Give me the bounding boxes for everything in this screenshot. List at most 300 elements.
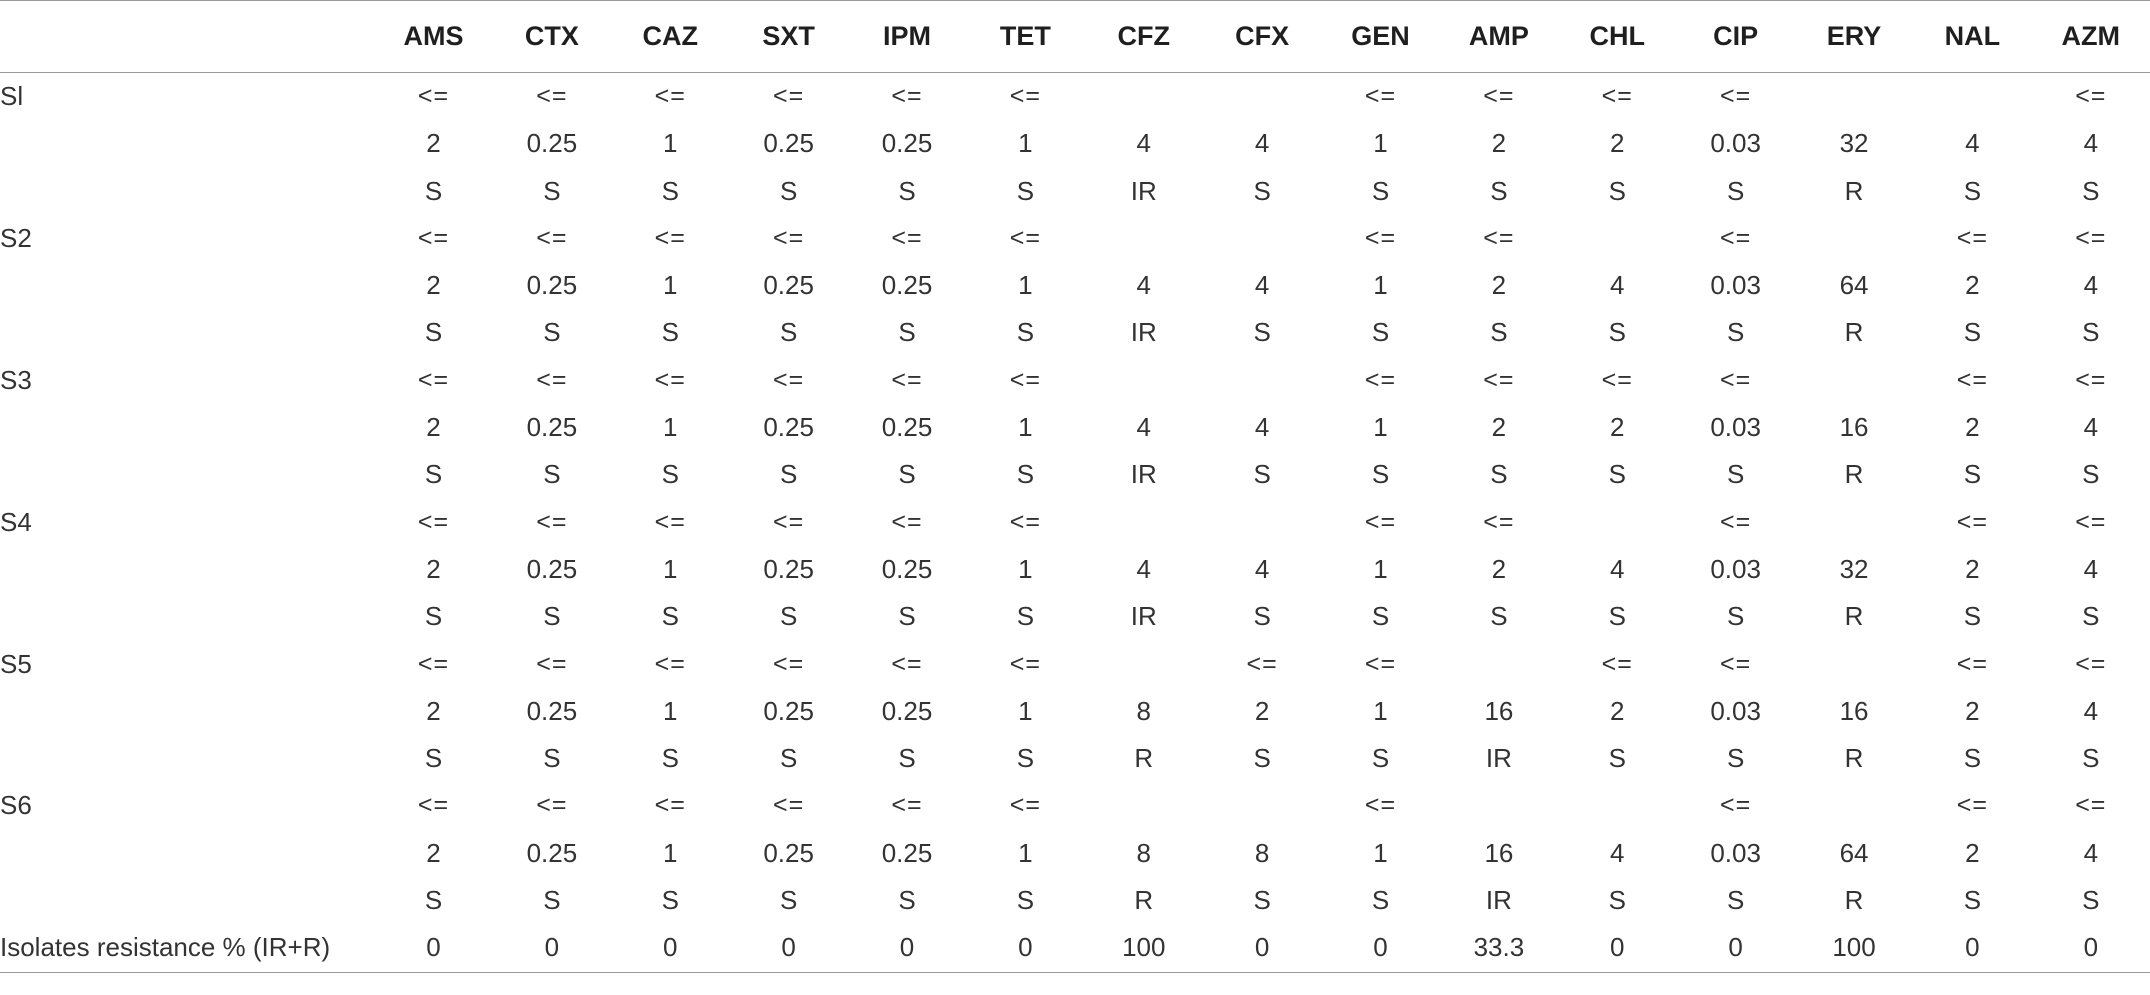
column-header: AZM: [2032, 1, 2150, 73]
row-label: [0, 168, 374, 215]
table-cell: S: [424, 459, 443, 490]
table-cell: S: [661, 601, 679, 632]
table-cell: 1: [1373, 553, 1388, 584]
table-cell: 32: [1839, 553, 1869, 584]
table-cell: 1: [663, 695, 678, 726]
table-cell: <=: [536, 223, 568, 252]
table-cell: 0.25: [881, 128, 933, 159]
table-cell: S: [1490, 459, 1508, 490]
table-cell: <=: [1364, 791, 1397, 820]
table-cell: <=: [1009, 649, 1041, 678]
table-cell: <=: [536, 82, 568, 110]
table-cell: S: [661, 175, 679, 206]
table-cell: <=: [1009, 223, 1041, 252]
table-cell: 2: [1254, 695, 1270, 726]
table-cell: S: [543, 601, 561, 632]
table-cell: <=: [1956, 791, 1988, 820]
table-cell: <=: [536, 365, 568, 394]
table-cell: 4: [1965, 128, 1980, 159]
table-cell: [1913, 73, 2031, 121]
table-cell: <=: [1009, 791, 1041, 820]
table-cell: <=: [1364, 365, 1397, 394]
table-row: [0, 688, 2150, 735]
table-row: [0, 877, 2150, 924]
table-cell: S: [1016, 601, 1035, 632]
table-cell: S: [1726, 317, 1745, 348]
row-label: [0, 451, 374, 498]
table-cell: S: [2082, 459, 2100, 490]
table-cell: 0.25: [763, 695, 814, 726]
table-cell: 0.25: [763, 837, 814, 868]
table-cell: 1: [1373, 128, 1388, 159]
table-cell: S: [1963, 459, 1982, 490]
table-cell: <=: [1956, 365, 1988, 394]
table-cell: S: [661, 459, 679, 490]
table-row: [0, 782, 2150, 829]
table-cell: 2: [426, 270, 441, 301]
table-cell: 2: [1491, 553, 1507, 584]
table-row: [0, 262, 2150, 309]
table-cell: S: [424, 317, 443, 348]
table-cell: [1440, 641, 1558, 688]
row-label: [0, 262, 374, 309]
table-cell: S: [1608, 743, 1626, 774]
table-row: [0, 593, 2150, 640]
table-cell: <=: [773, 649, 805, 678]
table-cell: <=: [654, 223, 686, 252]
table-cell: IR: [1485, 743, 1512, 774]
table-cell: 100: [1795, 924, 1913, 972]
table-cell: <=: [891, 649, 923, 678]
table-cell: S: [1963, 743, 1982, 774]
table-cell: 0.25: [526, 128, 578, 159]
table-cell: <=: [2075, 223, 2107, 252]
row-label: [0, 877, 374, 924]
table-cell: 4: [1610, 553, 1625, 584]
table-cell: 32: [1839, 128, 1869, 159]
table-cell: 4: [2083, 695, 2099, 726]
table-cell: 64: [1839, 270, 1869, 301]
table-cell: <=: [1720, 507, 1752, 536]
table-cell: S: [1726, 885, 1745, 916]
table-cell: 1: [1018, 412, 1033, 443]
table-row: [0, 546, 2150, 593]
table-cell: 4: [1136, 412, 1152, 443]
table-cell: 0: [2032, 924, 2150, 972]
table-cell: <=: [1364, 82, 1397, 110]
table-cell: <=: [773, 507, 805, 536]
row-label: [0, 688, 374, 735]
table-cell: <=: [773, 791, 805, 820]
table-row: [0, 404, 2150, 451]
table-cell: 0.03: [1710, 128, 1761, 159]
row-label: [0, 735, 374, 782]
table-cell: 4: [1136, 270, 1152, 301]
table-cell: 8: [1136, 695, 1152, 726]
table-cell: <=: [2075, 791, 2107, 820]
table-cell: S: [1253, 885, 1271, 916]
table-cell: R: [1844, 743, 1864, 774]
table-cell: <=: [417, 223, 450, 252]
table-cell: 8: [1136, 837, 1152, 868]
table-cell: IR: [1485, 885, 1512, 916]
table-cell: 2: [1610, 128, 1625, 159]
table-cell: S: [1371, 885, 1390, 916]
table-cell: 2: [426, 412, 441, 443]
table-cell: 1: [1373, 270, 1388, 301]
column-header: AMP: [1440, 1, 1558, 73]
table-cell: [1203, 73, 1321, 121]
table-cell: S: [1253, 175, 1271, 206]
row-label: S6: [0, 790, 32, 821]
table-cell: 0: [374, 924, 492, 972]
table-cell: [1795, 782, 1913, 829]
table-cell: 16: [1839, 412, 1869, 443]
table-cell: S: [424, 601, 443, 632]
table-cell: S: [1253, 743, 1271, 774]
table-cell: 4: [1610, 270, 1625, 301]
table-cell: 2: [1610, 412, 1625, 443]
column-header: CHL: [1558, 1, 1676, 73]
table-cell: S: [1963, 601, 1982, 632]
table-cell: 2: [426, 695, 441, 726]
table-cell: [1085, 215, 1203, 262]
row-label: S4: [0, 506, 32, 537]
table-cell: S: [1371, 175, 1390, 206]
column-header: CAZ: [611, 1, 729, 73]
table-cell: S: [1963, 175, 1982, 206]
table-cell: <=: [1720, 791, 1752, 820]
table-cell: R: [1844, 459, 1864, 490]
table-cell: 0.25: [763, 553, 814, 584]
table-row: [0, 357, 2150, 404]
table-cell: [1085, 641, 1203, 688]
table-cell: 4: [1610, 837, 1625, 868]
table-cell: 1: [1018, 695, 1033, 726]
table-cell: S: [1253, 317, 1271, 348]
table-row: [0, 735, 2150, 782]
table-cell: S: [1608, 885, 1626, 916]
column-header: CFZ: [1085, 1, 1203, 73]
table-cell: <=: [2075, 649, 2107, 678]
table-cell: <=: [417, 791, 450, 820]
table-cell: <=: [654, 82, 686, 110]
table-cell: [1203, 499, 1321, 546]
table-cell: <=: [1720, 82, 1752, 110]
table-cell: <=: [417, 649, 450, 678]
table-cell: 0.25: [763, 270, 814, 301]
table-cell: S: [1371, 743, 1390, 774]
table-cell: 0: [611, 924, 729, 972]
table-cell: S: [898, 601, 916, 632]
table-cell: 1: [1018, 128, 1033, 159]
table-cell: 0.25: [763, 412, 814, 443]
table-cell: <=: [773, 82, 805, 110]
table-cell: [1795, 357, 1913, 404]
table-cell: 4: [1136, 553, 1152, 584]
table-cell: S: [543, 885, 561, 916]
table-cell: 0.03: [1710, 412, 1761, 443]
table-cell: S: [424, 885, 443, 916]
column-header: IPM: [848, 1, 966, 73]
header-corner: [0, 1, 374, 73]
table-cell: S: [779, 175, 798, 206]
row-label: [0, 830, 374, 877]
table-cell: [1203, 782, 1321, 829]
table-cell: <=: [654, 507, 686, 536]
column-header: AMS: [374, 1, 492, 73]
table-cell: 2: [1965, 553, 1980, 584]
table-cell: 4: [1254, 128, 1270, 159]
table-cell: <=: [773, 365, 805, 394]
table-cell: 0.25: [526, 695, 578, 726]
table-cell: <=: [654, 649, 686, 678]
table-cell: <=: [1009, 82, 1041, 110]
table-cell: [1440, 782, 1558, 829]
table-cell: R: [1844, 317, 1864, 348]
table-cell: [1558, 215, 1676, 262]
table-cell: S: [2082, 601, 2100, 632]
table-cell: <=: [1601, 649, 1633, 678]
table-cell: 2: [1491, 412, 1507, 443]
table-cell: IR: [1130, 601, 1157, 632]
table-cell: 0: [1203, 924, 1321, 972]
column-header: CIP: [1676, 1, 1794, 73]
table-cell: 1: [1018, 270, 1033, 301]
table-body: [0, 73, 2150, 973]
table-cell: 2: [1965, 270, 1980, 301]
table-cell: S: [1371, 317, 1390, 348]
table-cell: 4: [1254, 553, 1270, 584]
table-cell: S: [1608, 175, 1626, 206]
table-cell: R: [1134, 743, 1154, 774]
table-cell: S: [898, 459, 916, 490]
table-cell: 2: [1965, 412, 1980, 443]
table-cell: 16: [1484, 695, 1514, 726]
table-cell: [1795, 73, 1913, 121]
row-label: S2: [0, 222, 32, 253]
table-cell: 4: [2083, 270, 2099, 301]
table-cell: S: [779, 743, 798, 774]
table-cell: 2: [1965, 837, 1980, 868]
table-cell: <=: [1364, 507, 1397, 536]
table-cell: S: [543, 317, 561, 348]
table-cell: S: [1371, 601, 1390, 632]
table-cell: S: [898, 743, 916, 774]
table-cell: S: [543, 459, 561, 490]
column-header: SXT: [729, 1, 847, 73]
table-cell: [1795, 641, 1913, 688]
table-cell: <=: [891, 223, 923, 252]
table-cell: 0: [1676, 924, 1794, 972]
table-cell: <=: [1956, 507, 1988, 536]
table-cell: 0.25: [881, 837, 933, 868]
table-cell: S: [1963, 885, 1982, 916]
table-cell: 1: [663, 412, 678, 443]
table-cell: S: [661, 885, 679, 916]
table-cell: 0.25: [881, 553, 933, 584]
table-cell: S: [1253, 459, 1271, 490]
table-cell: 0.03: [1710, 695, 1761, 726]
table-cell: S: [2082, 317, 2100, 348]
table-cell: S: [661, 743, 679, 774]
table-cell: 2: [1491, 270, 1507, 301]
table-cell: 0: [1913, 924, 2031, 972]
column-header: NAL: [1913, 1, 2031, 73]
table-cell: 1: [1018, 553, 1033, 584]
table-cell: 0.03: [1710, 270, 1761, 301]
table-cell: [1085, 73, 1203, 121]
table-cell: <=: [1601, 365, 1633, 394]
table-row: [0, 641, 2150, 688]
table-cell: 0.25: [881, 412, 933, 443]
row-label: S5: [0, 648, 32, 679]
table-cell: IR: [1130, 317, 1157, 348]
table-cell: S: [1726, 175, 1745, 206]
table-cell: <=: [1483, 223, 1515, 252]
table-cell: 2: [1965, 695, 1980, 726]
table-cell: 2: [426, 553, 441, 584]
table-cell: S: [1490, 175, 1508, 206]
table-cell: <=: [417, 82, 450, 110]
table-row: [0, 451, 2150, 498]
table-cell: S: [1726, 459, 1745, 490]
row-label: [0, 120, 374, 167]
table-cell: R: [1844, 175, 1864, 206]
table-cell: S: [2082, 743, 2100, 774]
table-cell: <=: [1364, 649, 1397, 678]
table-cell: <=: [1009, 507, 1041, 536]
table-cell: 2: [1610, 695, 1625, 726]
table-cell: S: [898, 175, 916, 206]
table-cell: <=: [536, 507, 568, 536]
row-label: [0, 309, 374, 356]
table-cell: S: [1608, 601, 1626, 632]
table-cell: S: [1016, 459, 1035, 490]
table-cell: 0.25: [881, 695, 933, 726]
table-cell: <=: [1720, 365, 1752, 394]
table-cell: <=: [773, 223, 805, 252]
table-cell: 0.03: [1710, 553, 1761, 584]
table-cell: S: [1016, 885, 1035, 916]
table-cell: 0.25: [763, 128, 814, 159]
row-label: S3: [0, 364, 32, 395]
table-cell: S: [1608, 459, 1626, 490]
table-cell: S: [1726, 743, 1745, 774]
table-cell: <=: [1956, 649, 1988, 678]
row-label: Sl: [0, 81, 24, 111]
table-cell: 100: [1085, 924, 1203, 972]
table-cell: [1795, 215, 1913, 262]
table-cell: S: [1608, 317, 1626, 348]
table-cell: S: [779, 601, 798, 632]
table-cell: S: [779, 317, 798, 348]
table-cell: 0.25: [526, 412, 578, 443]
table-cell: <=: [654, 791, 686, 820]
table-cell: <=: [1720, 223, 1752, 252]
table-cell: S: [1490, 601, 1508, 632]
table-row: [0, 73, 2150, 121]
table-row: [0, 168, 2150, 215]
table-cell: <=: [2075, 82, 2107, 110]
table-cell: 0: [1321, 924, 1439, 972]
table-cell: 1: [1018, 837, 1033, 868]
table-cell: <=: [417, 507, 450, 536]
table-cell: 0.25: [526, 553, 578, 584]
row-label: Isolates resistance % (IR+R): [0, 924, 374, 972]
table-cell: 0: [966, 924, 1084, 972]
table-cell: S: [2082, 175, 2100, 206]
table-cell: <=: [654, 365, 686, 394]
table-cell: 1: [663, 128, 678, 159]
table-cell: 4: [1254, 270, 1270, 301]
table-cell: <=: [1009, 365, 1041, 394]
table-cell: 4: [2083, 412, 2099, 443]
table-cell: <=: [891, 365, 923, 394]
table-cell: 0: [848, 924, 966, 972]
table-cell: R: [1844, 885, 1864, 916]
table-cell: [1203, 357, 1321, 404]
table-cell: 1: [663, 837, 678, 868]
table-cell: <=: [1720, 649, 1752, 678]
table-cell: 4: [2083, 837, 2099, 868]
table-cell: [1085, 357, 1203, 404]
column-header: ERY: [1795, 1, 1913, 73]
table-cell: S: [424, 743, 443, 774]
table-cell: IR: [1130, 175, 1157, 206]
table-row: [0, 215, 2150, 262]
column-header: CTX: [493, 1, 611, 73]
table-cell: <=: [1601, 82, 1633, 110]
column-header: CFX: [1203, 1, 1321, 73]
table-cell: <=: [1956, 223, 1988, 252]
table-cell: S: [1253, 601, 1271, 632]
table-cell: R: [1844, 601, 1864, 632]
table-cell: [1558, 782, 1676, 829]
table-cell: 2: [426, 837, 441, 868]
table-cell: <=: [536, 649, 568, 678]
table-cell: 0.25: [526, 270, 578, 301]
table-cell: <=: [1483, 82, 1515, 110]
table-cell: 1: [1373, 695, 1388, 726]
table-row: [0, 499, 2150, 546]
table-cell: [1203, 215, 1321, 262]
column-header: TET: [966, 1, 1084, 73]
table-row: [0, 830, 2150, 877]
table-cell: 4: [2083, 553, 2099, 584]
table-cell: S: [424, 175, 443, 206]
table-cell: S: [661, 317, 679, 348]
table-cell: 0: [493, 924, 611, 972]
table-cell: <=: [536, 791, 568, 820]
table-cell: 16: [1484, 837, 1514, 868]
table-cell: [1795, 499, 1913, 546]
column-header: GEN: [1321, 1, 1439, 73]
table-cell: S: [1726, 601, 1745, 632]
table-cell: [1085, 499, 1203, 546]
table-cell: S: [1016, 743, 1035, 774]
table-cell: R: [1134, 885, 1154, 916]
table-cell: <=: [417, 365, 450, 394]
table-cell: <=: [891, 82, 923, 110]
table-cell: S: [1371, 459, 1390, 490]
row-label: [0, 546, 374, 593]
table-cell: [1558, 499, 1676, 546]
table-cell: 33.3: [1440, 924, 1558, 972]
table-cell: S: [779, 459, 798, 490]
row-label: [0, 593, 374, 640]
table-cell: <=: [1483, 365, 1515, 394]
